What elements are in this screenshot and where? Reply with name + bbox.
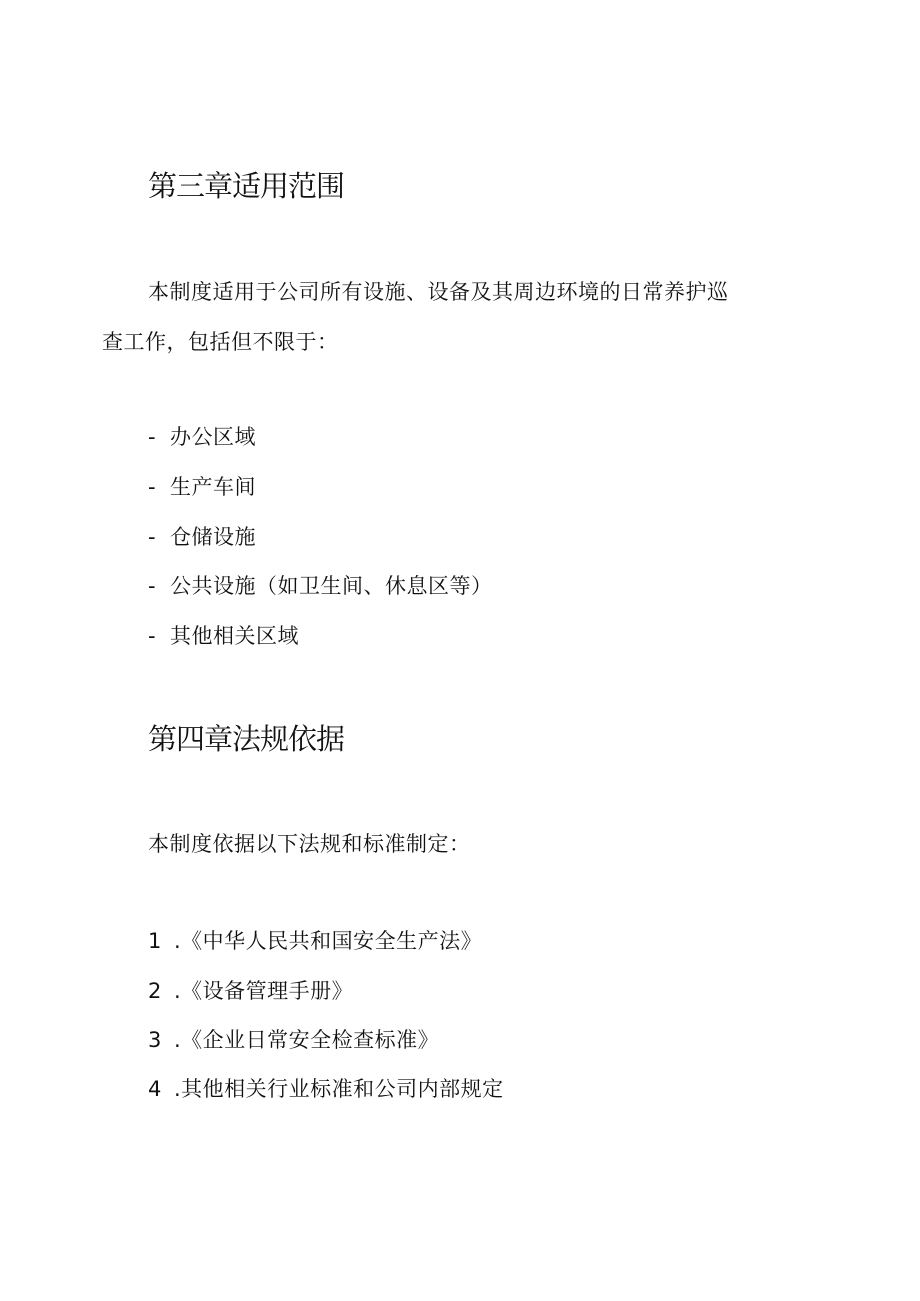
chapter4-title: 第四章法规依据 — [148, 722, 345, 756]
item-number: 3 — [148, 1028, 162, 1052]
list-item-text: 其他相关区域 — [170, 624, 299, 648]
list-item-text: .《设备管理手册》 — [174, 979, 354, 1003]
list-item-text: 生产车间 — [170, 475, 256, 499]
list-item — [148, 422, 256, 452]
chapter4-intro: 本制度依据以下法规和标准制定： — [148, 832, 471, 856]
list-item — [148, 522, 256, 552]
bullet-dash: - — [148, 624, 157, 648]
list-item-text: 公共设施（如卫生间、休息区等） — [170, 574, 493, 598]
list-item — [148, 1025, 439, 1055]
list-item-text: 办公区域 — [170, 425, 256, 449]
bullet-dash: - — [148, 525, 157, 549]
bullet-dash: - — [148, 574, 157, 598]
list-item-text: .《中华人民共和国安全生产法》 — [174, 929, 483, 953]
item-number: 1 — [148, 929, 162, 953]
bullet-dash: - — [148, 475, 157, 499]
list-item-text: .《企业日常安全检查标准》 — [174, 1028, 440, 1052]
bullet-dash: - — [148, 425, 157, 449]
list-item — [148, 926, 482, 956]
list-item-text: .其他相关行业标准和公司内部规定 — [174, 1077, 504, 1101]
chapter3-paragraph-line2: 查工作，包括但不限于： — [102, 330, 339, 354]
list-item — [148, 571, 493, 601]
list-item — [148, 976, 353, 1006]
list-item — [148, 621, 299, 651]
list-item — [148, 472, 256, 502]
list-item-text: 仓储设施 — [170, 525, 256, 549]
chapter3-title: 第三章适用范围 — [148, 169, 345, 203]
item-number: 4 — [148, 1077, 162, 1101]
list-item — [148, 1074, 504, 1104]
chapter3-paragraph-line1: 本制度适用于公司所有设施、设备及其周边环境的日常养护巡 — [148, 280, 729, 304]
item-number: 2 — [148, 979, 162, 1003]
